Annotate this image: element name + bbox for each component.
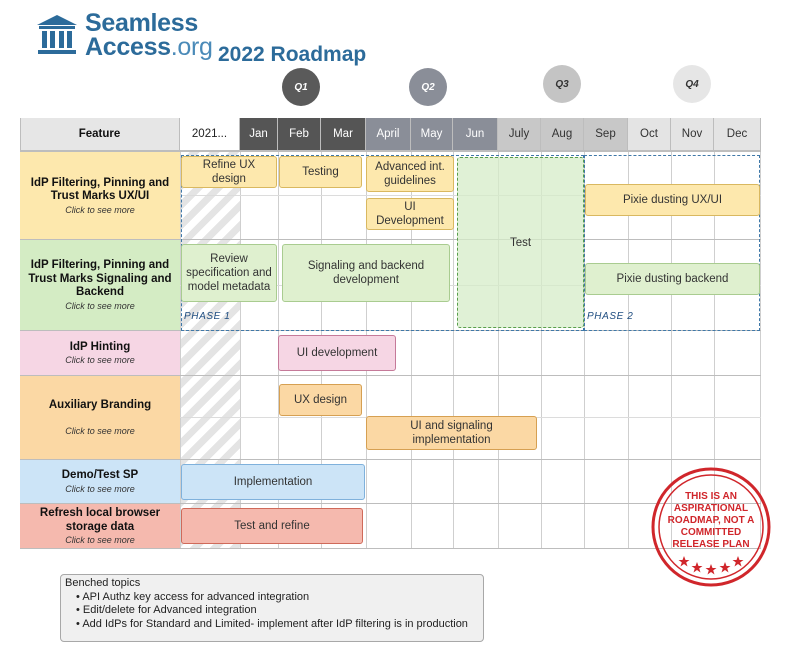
row-title: IdP Filtering, Pinning and Trust Marks Signaling and Backend <box>28 259 172 299</box>
quarter-q3-label: Q3 <box>555 78 569 90</box>
phase-2-label: PHASE 2 <box>587 311 634 322</box>
bar-test[interactable]: Test <box>457 157 584 328</box>
row-title: Demo/Test SP <box>61 469 139 482</box>
click-to-see-more-link[interactable]: Click to see more <box>65 483 135 494</box>
row-title: Auxiliary Branding <box>48 398 152 411</box>
row-label-idp-hinting[interactable] <box>20 331 180 376</box>
brand-name-access: Access <box>85 33 171 61</box>
bar-ui-development[interactable]: UI Development <box>366 198 454 230</box>
aspirational-roadmap-stamp <box>650 466 772 588</box>
benched-topics-box <box>60 574 484 642</box>
brand-logo <box>30 8 370 66</box>
stamp-line: THIS IS AN <box>685 491 737 502</box>
stamp-line: COMMITTED <box>680 527 742 538</box>
quarter-q2-badge <box>409 68 447 106</box>
benched-topic-item: • Edit/delete for Advanced integration <box>76 604 479 618</box>
phase-1-label: PHASE 1 <box>184 311 231 322</box>
row-label-idp-signaling-backend[interactable] <box>20 240 180 331</box>
month-header-july: July <box>498 118 541 151</box>
brand-name-line1: Seamless <box>85 9 198 37</box>
click-to-see-more-link[interactable]: Click to see more <box>65 204 135 215</box>
stamp-line: RELEASE PLAN <box>672 539 750 550</box>
bar-testing[interactable]: Testing <box>279 156 362 188</box>
month-header-nov: Nov <box>671 118 714 151</box>
click-to-see-more-link[interactable]: Click to see more <box>65 355 135 366</box>
bar-signaling-backend-development[interactable]: Signaling and backend development <box>282 244 450 302</box>
bar-ux-design[interactable]: UX design <box>279 384 362 416</box>
quarter-q1-label: Q1 <box>294 81 308 93</box>
page-title: 2022 Roadmap <box>218 43 367 66</box>
month-header-2021: 2021... <box>180 118 240 151</box>
row-label-demo-test-sp[interactable] <box>20 460 180 504</box>
row-label-auxiliary-branding[interactable] <box>20 376 180 460</box>
stamp-line: ROADMAP, NOT A <box>667 515 755 526</box>
month-header-feb: Feb <box>278 118 321 151</box>
benched-topics-title: Benched topics <box>65 577 141 589</box>
quarter-q3-badge <box>543 65 581 103</box>
brand-name-line2 <box>85 34 213 60</box>
benched-topics-list <box>65 591 479 632</box>
month-header-april: April <box>366 118 411 151</box>
bar-pixie-dusting-backend[interactable]: Pixie dusting backend <box>585 263 760 295</box>
month-header-jun: Jun <box>453 118 498 151</box>
bar-ui-development-hinting[interactable]: UI development <box>278 335 396 371</box>
benched-topic-item: • Add IdPs for Standard and Limited- implement after IdP filtering is in production <box>76 618 479 632</box>
row-title: IdP Filtering, Pinning and Trust Marks UX/UI <box>30 176 170 202</box>
month-header-aug: Aug <box>541 118 584 151</box>
month-header-jan: Jan <box>240 118 278 151</box>
row-label-idp-ux-ui[interactable] <box>20 152 180 240</box>
bar-advanced-int-guidelines[interactable]: Advanced int. guidelines <box>366 156 454 192</box>
bar-refine-ux-design[interactable]: Refine UX design <box>181 156 277 188</box>
click-to-see-more-link[interactable]: Click to see more <box>65 535 135 545</box>
month-header-mar: Mar <box>321 118 366 151</box>
stamp-stars-icon <box>679 556 744 575</box>
bar-ui-signaling-implementation[interactable]: UI and signaling implementation <box>366 416 537 450</box>
benched-topic-item: • API Authz key access for advanced integration <box>76 591 479 605</box>
institution-building-icon <box>35 13 79 57</box>
quarter-q4-label: Q4 <box>685 78 699 90</box>
quarter-q1-badge <box>282 68 320 106</box>
month-header-may: May <box>411 118 453 151</box>
click-to-see-more-link[interactable]: Click to see more <box>65 300 135 311</box>
month-header-oct: Oct <box>628 118 671 151</box>
bar-review-specification[interactable]: Review specification and model metadata <box>181 244 277 302</box>
quarter-q2-label: Q2 <box>421 81 435 93</box>
month-header-dec: Dec <box>714 118 761 151</box>
bar-implementation[interactable]: Implementation <box>181 464 365 500</box>
quarter-q4-badge <box>673 65 711 103</box>
feature-column-header: Feature <box>20 118 180 151</box>
month-header-sep: Sep <box>584 118 628 151</box>
phase-2-outline <box>584 155 760 331</box>
click-to-see-more-link[interactable]: Click to see more <box>65 426 135 437</box>
stamp-line: ASPIRATIONAL <box>673 503 749 514</box>
bar-test-and-refine[interactable]: Test and refine <box>181 508 363 544</box>
bar-pixie-dusting-ux-ui[interactable]: Pixie dusting UX/UI <box>585 184 760 216</box>
brand-name-org: .org <box>170 33 213 61</box>
row-title: Refresh local browser storage data <box>39 507 161 533</box>
row-title: IdP Hinting <box>69 340 131 353</box>
row-label-refresh-storage[interactable] <box>20 504 180 549</box>
